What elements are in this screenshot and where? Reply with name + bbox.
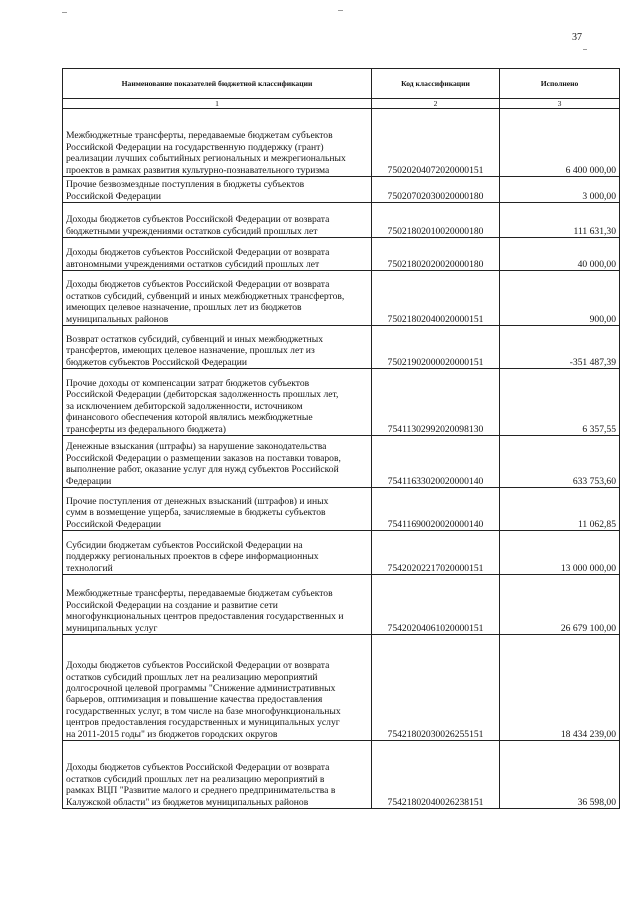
table-row [63, 203, 620, 238]
scan-speck [583, 49, 587, 50]
executed-amount: 11 062,85 [500, 488, 620, 531]
table-row [63, 238, 620, 271]
classification-code: 75420204061020000151 [372, 575, 500, 635]
table-row [63, 369, 620, 436]
executed-amount: 111 631,30 [500, 203, 620, 238]
table-row [63, 109, 620, 177]
table-row [63, 741, 620, 809]
indicator-name: Прочие поступления от денежных взысканий (штрафов) и иных сумм в возмещение ущерба, зачисляемые в бюджеты субъектов Российской Федерации [63, 488, 372, 531]
indicator-name: Денежные взыскания (штрафы) за нарушение законодательства Российской Федерации о размещении заказов на поставки товаров, выполнение работ, оказание услуг для нужд субъектов Российской Федерации [63, 436, 372, 488]
classification-code: 75020702030020000180 [372, 177, 500, 203]
executed-amount: 40 000,00 [500, 238, 620, 271]
table-row [63, 488, 620, 531]
executed-amount: -351 487,39 [500, 326, 620, 369]
indicator-name: Доходы бюджетов субъектов Российской Федерации от возврата остатков субсидий прошлых лет на реализацию мероприятий в рамках ВЦП "Развитие малого и среднего предпринимательства в Калужской области" из бюджетов муниципальных районов [63, 741, 372, 809]
indicator-name: Возврат остатков субсидий, субвенций и иных межбюджетных трансфертов, имеющих целевое назначение, прошлых лет из бюджетов субъектов Российской Федерации [63, 326, 372, 369]
classification-code: 75021802020020000180 [372, 238, 500, 271]
table-row [63, 635, 620, 741]
budget-table [62, 68, 620, 809]
table-row [63, 531, 620, 575]
classification-code: 75411690020020000140 [372, 488, 500, 531]
scan-speck [338, 10, 343, 11]
header-code: Код классификации [372, 69, 500, 99]
classification-code: 75421802040026238151 [372, 741, 500, 809]
table-row [63, 575, 620, 635]
classification-code: 75420202217020000151 [372, 531, 500, 575]
table-row [63, 436, 620, 488]
executed-amount: 6 357,55 [500, 369, 620, 436]
classification-code: 75021802010020000180 [372, 203, 500, 238]
indicator-name: Доходы бюджетов субъектов Российской Федерации от возврата остатков субсидий, субвенций и иных межбюджетных трансфертов, имеющих целевое назначение, прошлых лет из бюджетов муниципальных районов [63, 271, 372, 326]
header-name: Наименование показателей бюджетной классификации [63, 69, 372, 99]
indicator-name: Субсидии бюджетам субъектов Российской Федерации на поддержку региональных проектов в сфере информационных технологий [63, 531, 372, 575]
indicator-name: Межбюджетные трансферты, передаваемые бюджетам субъектов Российской Федерации на государственную поддержку (грант) реализации лучших событийных региональных и межрегиональных проектов в рамках развития культурно-познавательного туризма [63, 109, 372, 177]
classification-code: 75021902000020000151 [372, 326, 500, 369]
classification-code: 75020204072020000151 [372, 109, 500, 177]
indicator-name: Прочие безвозмездные поступления в бюджеты субъектов Российской Федерации [63, 177, 372, 203]
executed-amount: 3 000,00 [500, 177, 620, 203]
executed-amount: 26 679 100,00 [500, 575, 620, 635]
column-number-row [63, 99, 620, 109]
column-number: 2 [372, 99, 500, 109]
classification-code: 75421802030026255151 [372, 635, 500, 741]
scan-speck [62, 12, 67, 13]
table-header-row [63, 69, 620, 99]
executed-amount: 633 753,60 [500, 436, 620, 488]
executed-amount: 13 000 000,00 [500, 531, 620, 575]
executed-amount: 900,00 [500, 271, 620, 326]
executed-amount: 6 400 000,00 [500, 109, 620, 177]
column-number: 3 [500, 99, 620, 109]
indicator-name: Доходы бюджетов субъектов Российской Федерации от возврата автономными учреждениями остатков субсидий прошлых лет [63, 238, 372, 271]
table-row [63, 177, 620, 203]
classification-code: 75411302992020098130 [372, 369, 500, 436]
executed-amount: 36 598,00 [500, 741, 620, 809]
indicator-name: Межбюджетные трансферты, передаваемые бюджетам субъектов Российской Федерации на создание и развитие сети многофункциональных центров предоставления государственных и муниципальных услуг [63, 575, 372, 635]
indicator-name: Доходы бюджетов субъектов Российской Федерации от возврата остатков субсидий прошлых лет на реализацию мероприятий долгосрочной целевой программы "Снижение административных барьеров, оптимизация и повышение качества предоставления государственных услуг, в том числе на базе многофункциональных центров предоставления государственных и муниципальных услуг на 2011-2015 годы" из бюджетов городских округов [63, 635, 372, 741]
indicator-name: Доходы бюджетов субъектов Российской Федерации от возврата бюджетными учреждениями остатков субсидий прошлых лет [63, 203, 372, 238]
table-row [63, 271, 620, 326]
classification-code: 75411633020020000140 [372, 436, 500, 488]
executed-amount: 18 434 239,00 [500, 635, 620, 741]
header-executed: Исполнено [500, 69, 620, 99]
column-number: 1 [63, 99, 372, 109]
indicator-name: Прочие доходы от компенсации затрат бюджетов субъектов Российской Федерации (дебиторская задолженность прошлых лет, за исключением дебиторской задолженности, источником финансового обеспечения которой являлись межбюджетные трансферты из федерального бюджета) [63, 369, 372, 436]
table-row [63, 326, 620, 369]
page-number: 37 [572, 32, 582, 43]
classification-code: 75021802040020000151 [372, 271, 500, 326]
